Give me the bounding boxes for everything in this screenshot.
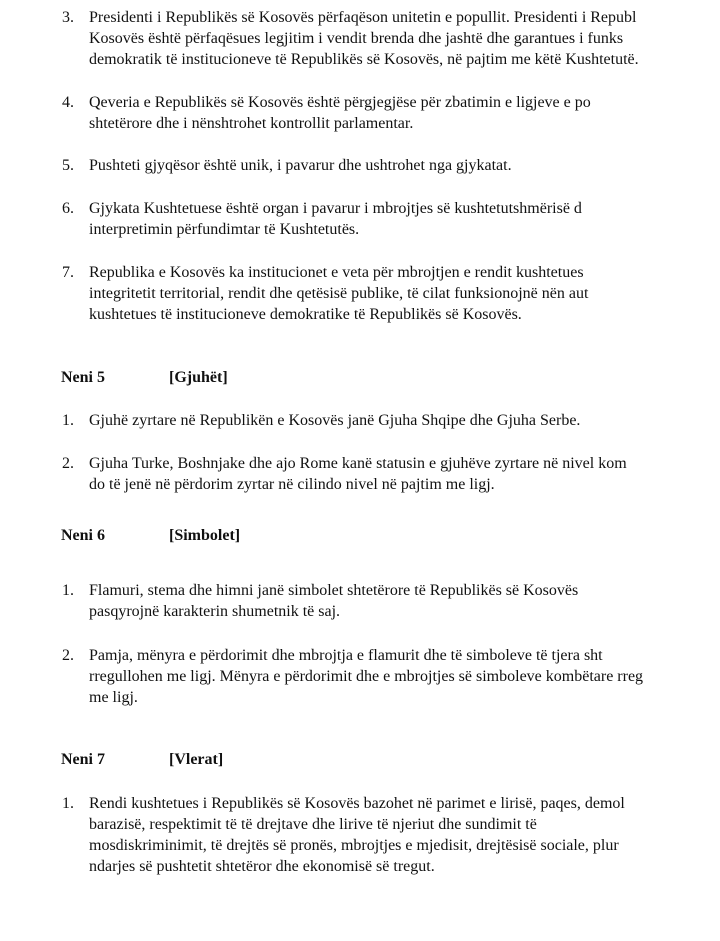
- article-title: [Simbolet]: [169, 527, 241, 544]
- item-text: [89, 155, 512, 176]
- item-text: [89, 453, 627, 495]
- article5-heading: [61, 368, 228, 388]
- item-number: 2.: [62, 647, 74, 664]
- text-line: Pamja, mënyra e përdorimit dhe mbrojtja e flamurit dhe të simboleve të tjera sht: [89, 647, 603, 664]
- article-title: [Gjuhët]: [169, 369, 228, 386]
- text-line: me ligj.: [89, 689, 138, 706]
- item-number: 7.: [62, 264, 74, 281]
- article-title: [Vlerat]: [169, 751, 224, 768]
- text-line: kushtetues të institucioneve demokratike të Republikës së Kosovës.: [89, 306, 522, 323]
- article7-heading: [61, 750, 224, 770]
- article6-heading: [61, 526, 241, 546]
- text-line: Pushteti gjyqësor është unik, i pavarur dhe ushtrohet nga gjykatat.: [89, 157, 512, 174]
- item-text: [89, 7, 639, 70]
- item-text: [89, 645, 643, 708]
- item-number: 1.: [62, 795, 74, 812]
- article-label: Neni 6: [61, 527, 105, 544]
- text-line: Rendi kushtetues i Republikës së Kosovës bazohet në parimet e lirisë, paqes, demol: [89, 795, 625, 812]
- text-line: shtetërore dhe i nënshtrohet kontrollit parlamentar.: [89, 115, 414, 132]
- text-line: Gjuhë zyrtare në Republikën e Kosovës janë Gjuha Shqipe dhe Gjuha Serbe.: [89, 412, 581, 429]
- item-number: 6.: [62, 200, 74, 217]
- item-number: 1.: [62, 412, 74, 429]
- text-line: pasqyrojnë karakterin shumetnik të saj.: [89, 603, 341, 620]
- text-line: interpretimin përfundimtar të Kushtetutës.: [89, 221, 360, 238]
- item-text: [89, 92, 591, 134]
- item-text: [89, 580, 578, 622]
- item-number: 2.: [62, 455, 74, 472]
- text-line: Flamuri, stema dhe himni janë simbolet shtetërore të Republikës së Kosovës: [89, 582, 579, 599]
- item-number: 3.: [62, 9, 74, 26]
- text-line: rregullohen me ligj. Mënyra e përdorimit dhe e mbrojtjes së simboleve kombëtare rreg: [89, 668, 644, 685]
- item-text: [89, 198, 582, 240]
- item-text: [89, 262, 588, 325]
- text-line: Gjuha Turke, Boshnjake dhe ajo Rome kanë statusin e gjuhëve zyrtare në nivel kom: [89, 455, 627, 472]
- text-line: Kosovës është përfaqësues legjitim i vendit brenda dhe jashtë dhe garantues i funks: [89, 30, 624, 47]
- text-line: Republika e Kosovës ka institucionet e veta për mbrojtjen e rendit kushtetues: [89, 264, 584, 281]
- item-number: 1.: [62, 582, 74, 599]
- text-line: integritetit territorial, rendit dhe qetësisë publike, të cilat funksionojnë nën aut: [89, 285, 589, 302]
- text-line: demokratik të institucioneve të Republikës së Kosovës, në pajtim me këtë Kushtetutë.: [89, 51, 639, 68]
- text-line: do të jenë në përdorim zyrtar në cilindo nivel në pajtim me ligj.: [89, 476, 495, 493]
- article-label: Neni 5: [61, 369, 105, 386]
- text-line: barazisë, respektimit të të drejtave dhe lirive të njeriut dhe sundimit të: [89, 816, 537, 833]
- item-number: 5.: [62, 157, 74, 174]
- item-text: [89, 793, 625, 877]
- text-line: Presidenti i Republikës së Kosovës përfaqëson unitetin e popullit. Presidenti i Republ: [89, 9, 637, 26]
- article-label: Neni 7: [61, 751, 105, 768]
- text-line: Qeveria e Republikës së Kosovës është përgjegjëse për zbatimin e ligjeve e po: [89, 94, 591, 111]
- item-text: [89, 410, 580, 431]
- text-line: Gjykata Kushtetuese është organ i pavarur i mbrojtjes së kushtetutshmërisë d: [89, 200, 582, 217]
- text-line: ndarjes së pushtetit shtetëror dhe ekonomisë së tregut.: [89, 858, 435, 875]
- item-number: 4.: [62, 94, 74, 111]
- text-line: mosdiskriminimit, të drejtës së pronës, mbrojtjes e mjedisit, drejtësisë sociale, plur: [89, 837, 619, 854]
